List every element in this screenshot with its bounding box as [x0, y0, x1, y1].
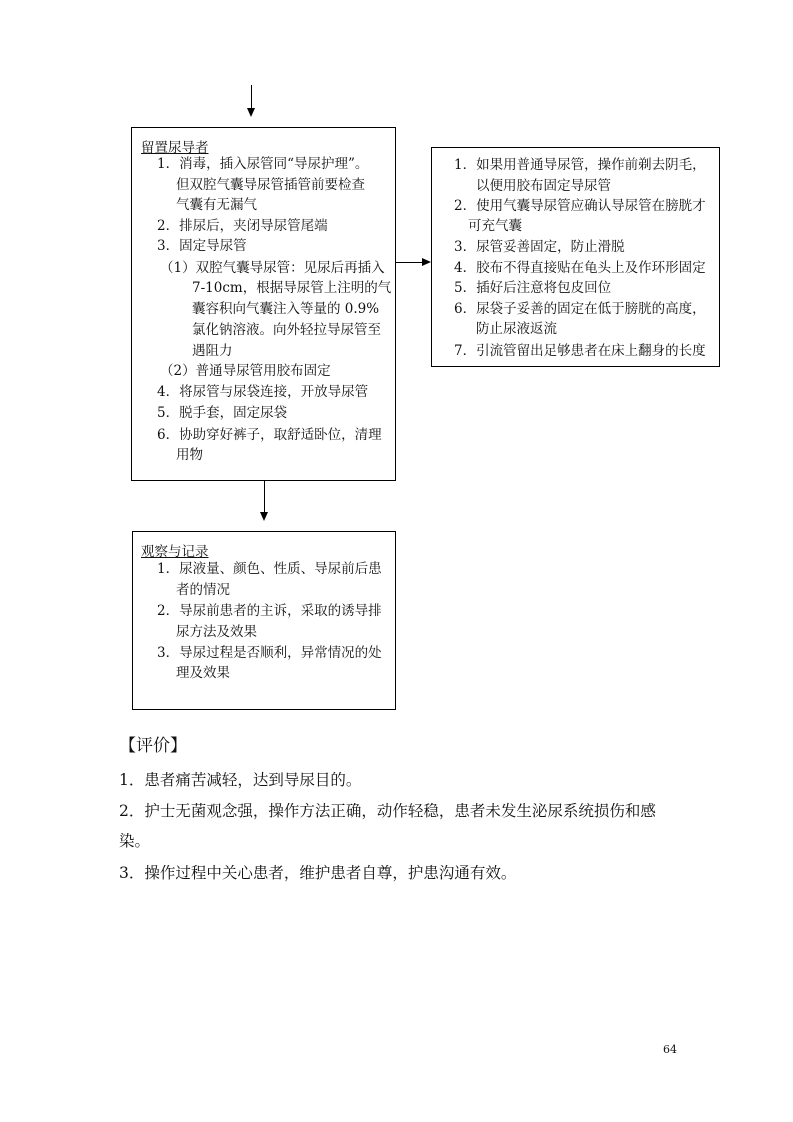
main-line: 6．协助穿好裤子，取舒适卧位，清理 [157, 427, 382, 443]
notes-line: 以便用胶布固定导尿管 [476, 178, 611, 194]
observation-title: 观察与记录 [141, 544, 209, 560]
main-line: 用物 [176, 447, 203, 463]
top-arrow-line [251, 85, 252, 109]
notes-line: 可充气囊 [468, 218, 522, 234]
notes-line: 5．插好后注意将包皮回位 [454, 280, 612, 296]
bottom-arrow-head [260, 512, 268, 521]
observe-line: 2．导尿前患者的主诉，采取的诱导排 [157, 603, 382, 619]
main-line: 但双腔气囊导尿管插管前要检查 [176, 177, 365, 193]
main-line: 囊容积向气囊注入等量的 0.9% [192, 301, 380, 317]
indwelling-catheter-title: 留置尿导者 [141, 140, 209, 156]
main-line: 2．排尿后，夹闭导尿管尾端 [157, 218, 328, 234]
top-arrow-head [247, 108, 255, 117]
notes-line: 3．尿管妥善固定，防止滑脱 [454, 239, 625, 255]
main-line: 遇阻力 [192, 343, 233, 359]
right-arrow-line [396, 262, 423, 263]
notes-line: 7．引流管留出足够患者在床上翻身的长度 [454, 343, 706, 359]
main-line: 3．固定导尿管 [157, 238, 247, 254]
observe-line: 1．尿液量、颜色、性质、导尿前后患 [157, 561, 382, 577]
page-number: 64 [663, 1043, 677, 1056]
evaluation-item: 3．操作过程中关心患者，维护患者自尊，护患沟通有效。 [119, 864, 517, 882]
notes-line: 1．如果用普通导尿管，操作前剃去阴毛， [454, 157, 706, 173]
evaluation-heading: 【评价】 [119, 736, 187, 756]
observe-line: 理及效果 [176, 665, 230, 681]
main-line: 1．消毒，插入尿管同“导尿护理”。 [157, 156, 369, 172]
notes-line: 2．使用气囊导尿管应确认导尿管在膀胱才 [454, 198, 706, 214]
observe-line: 尿方法及效果 [176, 624, 257, 640]
main-line: 5．脱手套，固定尿袋 [157, 405, 288, 421]
evaluation-item: 1．患者痛苦减轻，达到导尿目的。 [119, 771, 362, 789]
notes-line: 4．胶布不得直接贴在龟头上及作环形固定 [454, 260, 706, 276]
notes-line: 6．尿袋子妥善的固定在低于膀胱的高度， [454, 301, 706, 317]
main-line: 气囊有无漏气 [176, 197, 257, 213]
main-line: 氯化钠溶液。向外轻拉导尿管至 [192, 322, 381, 338]
notes-line: 防止尿液返流 [476, 321, 557, 337]
main-line: （1）双腔气囊导尿管：见尿后再插入 [160, 260, 385, 276]
evaluation-item: 2．护士无菌观念强，操作方法正确，动作轻稳，患者未发生泌尿系统损伤和感 [119, 802, 656, 820]
main-line: 7-10cm，根据导尿管上注明的气 [192, 280, 392, 296]
main-line: （2）普通导尿管用胶布固定 [160, 363, 331, 379]
evaluation-item: 染。 [119, 832, 151, 850]
bottom-arrow-line [264, 481, 265, 513]
right-arrow-head [422, 258, 431, 266]
observe-line: 3．导尿过程是否顺利，异常情况的处 [157, 645, 382, 661]
main-line: 4．将尿管与尿袋连接，开放导尿管 [157, 384, 369, 400]
observe-line: 者的情况 [176, 582, 230, 598]
